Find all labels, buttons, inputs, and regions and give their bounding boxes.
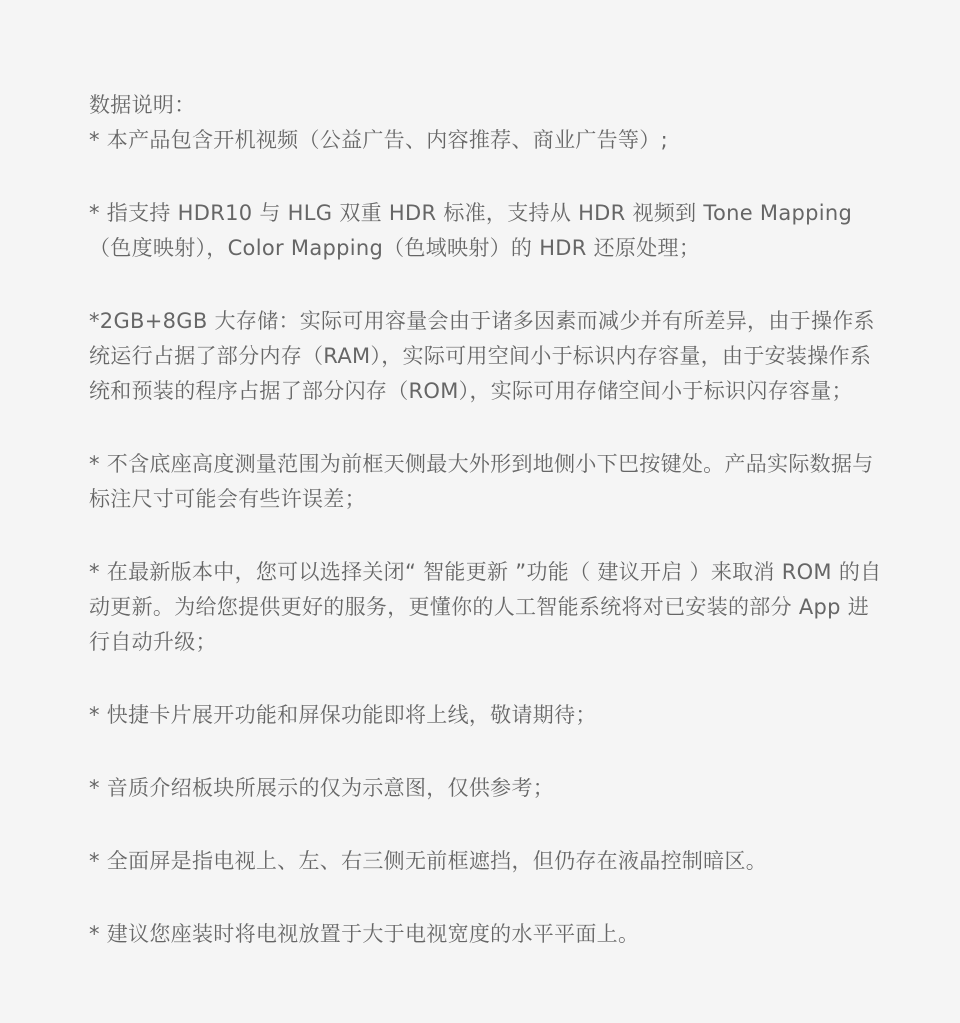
note-item-smart-update: * 在最新版本中，您可以选择关闭“ 智能更新 ”功能（ 建议开启 ）来取消 ROM 的自动更新。为给您提供更好的服务，更懂你的人工智能系统将对已安装的部分 App 进行自动升级； <box>89 560 882 654</box>
note-item-hdr: * 指支持 HDR10 与 HLG 双重 HDR 标准，支持从 HDR 视频到 Tone Mapping（色度映射），Color Mapping（色域映射）的 HDR 还原处理； <box>89 201 853 260</box>
note-item-quick-cards: * 快捷卡片展开功能和屏保功能即将上线，敬请期待； <box>89 703 597 727</box>
notes-title: 数据说明： <box>89 93 196 117</box>
note-item-storage: *2GB+8GB 大存储：实际可用容量会由于诸多因素而减少并有所差异，由于操作系统运行占据了部分内存（RAM），实际可用空间小于标识内存容量，由于安装操作系统和预装的程序占据了部分闪存（ROM），实际可用存储空间小于标识闪存容量； <box>89 309 875 403</box>
note-item-boot-video: * 本产品包含开机视频（公益广告、内容推荐、商业广告等）; <box>89 128 668 152</box>
note-item-mounting: * 建议您座装时将电视放置于大于电视宽度的水平平面上。 <box>89 922 640 946</box>
note-item-audio: * 音质介绍板块所展示的仅为示意图，仅供参考； <box>89 776 555 800</box>
data-notes <box>89 88 889 952</box>
note-item-full-screen: * 全面屏是指电视上、左、右三侧无前框遮挡，但仍存在液晶控制暗区。 <box>89 849 768 873</box>
note-item-dimensions: * 不含底座高度测量范围为前框天侧最大外形到地侧小下巴按键处。产品实际数据与标注尺寸可能会有些许误差； <box>89 452 874 511</box>
